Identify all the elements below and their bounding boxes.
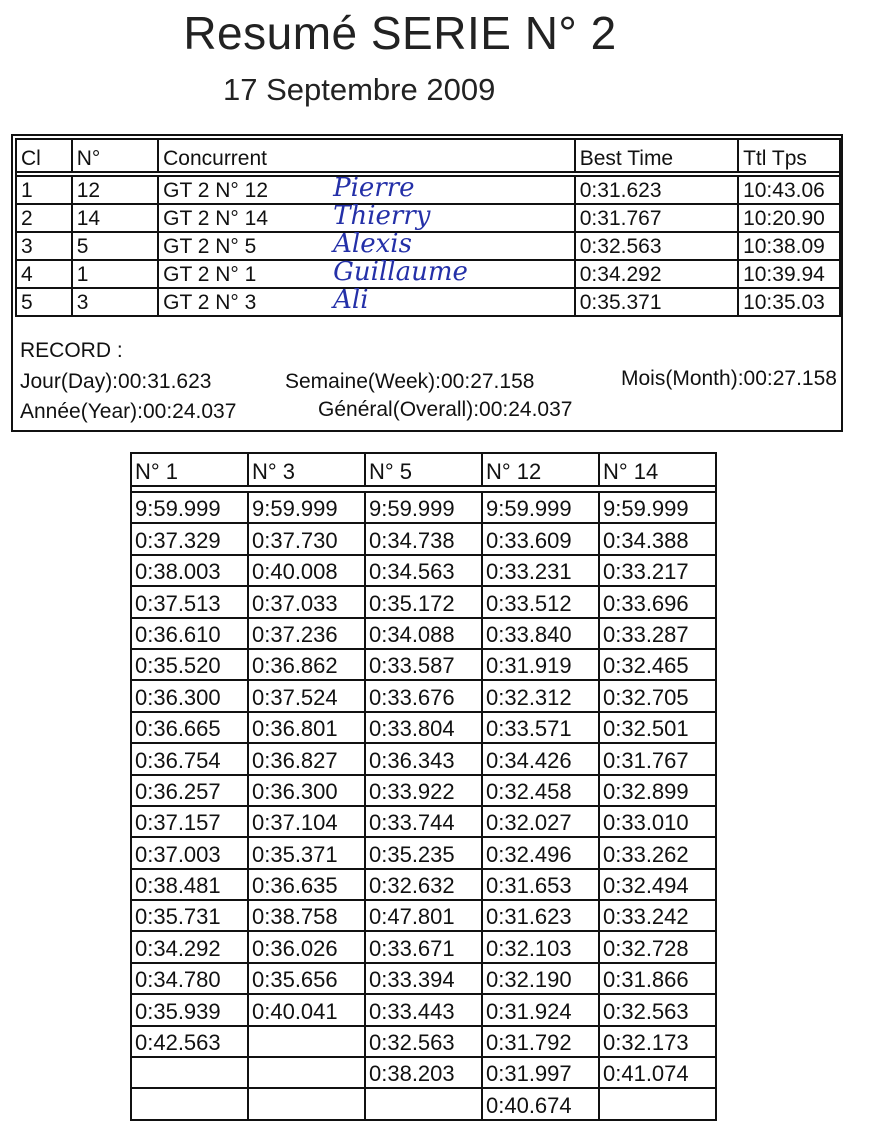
results-row	[16, 260, 840, 288]
lap-row	[131, 586, 716, 617]
total-time-cell: 10:39.94	[738, 260, 840, 288]
lap-time-cell: 0:34.292	[131, 931, 248, 962]
lap-time-cell	[599, 1088, 716, 1119]
lap-time-cell: 0:35.731	[131, 900, 248, 931]
lap-time-cell: 0:33.744	[365, 806, 482, 837]
lap-time-cell: 0:47.801	[365, 900, 482, 931]
lap-time-cell	[131, 1088, 248, 1119]
lap-time-cell: 0:36.300	[248, 775, 365, 806]
lap-row	[131, 1088, 716, 1119]
rank-cell: 4	[16, 260, 72, 288]
lap-time-cell: 0:37.104	[248, 806, 365, 837]
lap-row	[131, 837, 716, 868]
results-row	[16, 232, 840, 260]
car-number-cell: 1	[72, 260, 158, 288]
lap-time-cell: 0:31.866	[599, 963, 716, 994]
car-number-cell: 14	[72, 204, 158, 232]
lap-time-cell: 0:31.792	[482, 1026, 599, 1057]
car-number-cell: 5	[72, 232, 158, 260]
best-time-cell: 0:35.371	[575, 288, 738, 316]
lap-time-cell: 0:32.027	[482, 806, 599, 837]
lap-time-cell: 0:32.173	[599, 1026, 716, 1057]
concurrent-cell	[158, 173, 575, 204]
lap-time-cell: 0:33.571	[482, 712, 599, 743]
lap-col-header: N° 12	[482, 453, 599, 486]
lap-time-cell: 0:37.730	[248, 523, 365, 554]
lap-time-cell: 0:34.563	[365, 555, 482, 586]
rank-cell: 1	[16, 176, 72, 204]
lap-time-cell: 0:35.520	[131, 649, 248, 680]
lap-row	[131, 712, 716, 743]
lap-row	[131, 743, 716, 774]
concurrent-name: GT 2 N° 3	[163, 291, 257, 314]
lap-time-cell: 0:38.758	[248, 900, 365, 931]
lap-time-cell: 0:33.587	[365, 649, 482, 680]
lap-time-cell: 0:31.997	[482, 1057, 599, 1088]
concurrent-name: GT 2 N° 14	[163, 207, 268, 230]
lap-time-cell: 9:59.999	[365, 492, 482, 523]
lap-time-cell: 0:34.738	[365, 523, 482, 554]
lap-header-row	[131, 453, 716, 486]
lap-time-cell: 0:40.674	[482, 1088, 599, 1119]
best-time-cell: 0:31.623	[575, 176, 738, 204]
lap-row	[131, 555, 716, 586]
lap-time-cell: 0:32.728	[599, 931, 716, 962]
lap-time-cell: 0:31.924	[482, 994, 599, 1025]
lap-time-cell: 0:32.632	[365, 869, 482, 900]
col-header-concurrent: Concurrent	[158, 139, 575, 172]
rank-cell: 3	[16, 232, 72, 260]
lap-time-cell: 0:32.563	[599, 994, 716, 1025]
lap-time-cell: 0:35.235	[365, 837, 482, 868]
lap-time-cell: 0:38.203	[365, 1057, 482, 1088]
lap-time-cell: 0:32.899	[599, 775, 716, 806]
lap-time-cell: 0:36.610	[131, 618, 248, 649]
lap-time-cell: 0:36.300	[131, 680, 248, 711]
lap-time-cell: 0:37.003	[131, 837, 248, 868]
lap-time-cell: 0:33.242	[599, 900, 716, 931]
lap-time-cell: 0:40.041	[248, 994, 365, 1025]
lap-time-cell: 0:36.635	[248, 869, 365, 900]
concurrent-cell	[158, 285, 575, 316]
car-number-cell: 12	[72, 176, 158, 204]
lap-time-cell: 0:32.465	[599, 649, 716, 680]
lap-time-cell: 0:32.458	[482, 775, 599, 806]
results-header-row	[16, 139, 840, 172]
best-time-cell: 0:31.767	[575, 204, 738, 232]
lap-time-cell: 0:34.388	[599, 523, 716, 554]
total-time-cell: 10:43.06	[738, 176, 840, 204]
lap-time-cell: 0:36.026	[248, 931, 365, 962]
lap-time-cell: 0:33.010	[599, 806, 716, 837]
car-number-cell: 3	[72, 288, 158, 316]
lap-time-cell: 0:35.172	[365, 586, 482, 617]
lap-time-cell: 0:34.088	[365, 618, 482, 649]
event-date: 17 Septembre 2009	[223, 72, 496, 107]
total-time-cell: 10:20.90	[738, 204, 840, 232]
lap-time-cell: 0:37.033	[248, 586, 365, 617]
lap-time-cell: 0:35.371	[248, 837, 365, 868]
total-time-cell: 10:38.09	[738, 232, 840, 260]
lap-row	[131, 1057, 716, 1088]
lap-col-header: N° 14	[599, 453, 716, 486]
lap-time-cell	[248, 1088, 365, 1119]
concurrent-cell	[158, 229, 575, 260]
concurrent-name: GT 2 N° 1	[163, 263, 257, 286]
lap-row	[131, 775, 716, 806]
record-overall: Général(Overall):00:24.037	[318, 398, 573, 421]
lap-row	[131, 1026, 716, 1057]
lap-time-cell: 9:59.999	[599, 492, 716, 523]
lap-time-cell: 0:38.003	[131, 555, 248, 586]
lap-time-cell: 0:33.804	[365, 712, 482, 743]
handwritten-signature: Thierry	[333, 201, 431, 231]
lap-time-cell	[248, 1057, 365, 1088]
record-year: Année(Year):00:24.037	[20, 400, 237, 423]
best-time-cell: 0:32.563	[575, 232, 738, 260]
lap-time-cell: 0:32.563	[365, 1026, 482, 1057]
concurrent-cell	[158, 201, 575, 232]
record-month: Mois(Month):00:27.158	[621, 367, 837, 390]
lap-time-cell: 0:35.656	[248, 963, 365, 994]
concurrent-name: GT 2 N° 12	[163, 179, 268, 202]
lap-col-header: N° 3	[248, 453, 365, 486]
rank-cell: 5	[16, 288, 72, 316]
lap-time-cell: 0:33.394	[365, 963, 482, 994]
total-time-cell: 10:35.03	[738, 288, 840, 316]
lap-time-cell: 0:37.524	[248, 680, 365, 711]
lap-time-cell: 9:59.999	[482, 492, 599, 523]
handwritten-signature: Alexis	[333, 229, 412, 259]
page-title: Resumé SERIE N° 2	[183, 7, 617, 59]
lap-time-cell: 0:32.190	[482, 963, 599, 994]
lap-time-cell: 0:35.939	[131, 994, 248, 1025]
results-row	[16, 288, 840, 316]
concurrent-cell	[158, 257, 575, 288]
lap-time-cell: 0:37.329	[131, 523, 248, 554]
lap-time-cell: 0:32.496	[482, 837, 599, 868]
lap-time-cell: 0:32.501	[599, 712, 716, 743]
lap-time-cell: 0:32.494	[599, 869, 716, 900]
lap-time-cell: 0:37.513	[131, 586, 248, 617]
lap-time-cell: 9:59.999	[131, 492, 248, 523]
lap-row	[131, 869, 716, 900]
lap-time-cell: 0:37.157	[131, 806, 248, 837]
lap-col-header: N° 1	[131, 453, 248, 486]
lap-row	[131, 618, 716, 649]
lap-row	[131, 900, 716, 931]
lap-time-cell: 0:33.671	[365, 931, 482, 962]
concurrent-name: GT 2 N° 5	[163, 235, 257, 258]
lap-time-cell: 0:36.257	[131, 775, 248, 806]
record-week: Semaine(Week):00:27.158	[285, 370, 535, 393]
col-header-best-time: Best Time	[575, 139, 738, 172]
results-row	[16, 176, 840, 204]
lap-time-cell: 0:37.236	[248, 618, 365, 649]
lap-time-cell	[248, 1026, 365, 1057]
lap-time-cell: 0:38.481	[131, 869, 248, 900]
lap-time-cell: 0:34.780	[131, 963, 248, 994]
lap-row	[131, 994, 716, 1025]
lap-row	[131, 492, 716, 523]
col-header-cl: Cl	[16, 139, 72, 172]
lap-time-cell: 0:31.767	[599, 743, 716, 774]
lap-time-cell: 0:31.653	[482, 869, 599, 900]
lap-row	[131, 649, 716, 680]
lap-time-cell: 0:33.443	[365, 994, 482, 1025]
lap-row	[131, 963, 716, 994]
lap-time-cell: 0:31.623	[482, 900, 599, 931]
lap-time-cell: 0:34.426	[482, 743, 599, 774]
lap-time-cell: 0:33.840	[482, 618, 599, 649]
lap-time-cell: 0:33.231	[482, 555, 599, 586]
lap-time-cell: 0:32.312	[482, 680, 599, 711]
rank-cell: 2	[16, 204, 72, 232]
col-header-total-time: Ttl Tps	[738, 139, 840, 172]
lap-time-cell: 0:36.665	[131, 712, 248, 743]
results-panel	[11, 134, 843, 432]
lap-time-cell: 0:36.754	[131, 743, 248, 774]
lap-row	[131, 523, 716, 554]
lap-time-cell: 0:32.103	[482, 931, 599, 962]
record-label: RECORD :	[20, 339, 123, 362]
lap-time-cell: 0:42.563	[131, 1026, 248, 1057]
handwritten-signature: Guillaume	[333, 257, 468, 287]
lap-time-cell: 0:36.343	[365, 743, 482, 774]
lap-time-cell: 0:33.609	[482, 523, 599, 554]
lap-time-cell: 0:36.801	[248, 712, 365, 743]
lap-time-cell: 0:32.705	[599, 680, 716, 711]
lap-times-table	[130, 452, 717, 1121]
lap-time-cell: 0:36.862	[248, 649, 365, 680]
lap-time-cell: 0:36.827	[248, 743, 365, 774]
lap-time-cell: 0:41.074	[599, 1057, 716, 1088]
lap-row	[131, 680, 716, 711]
lap-time-cell: 9:59.999	[248, 492, 365, 523]
lap-time-cell: 0:33.922	[365, 775, 482, 806]
lap-time-cell: 0:33.287	[599, 618, 716, 649]
lap-time-cell: 0:33.262	[599, 837, 716, 868]
results-row	[16, 204, 840, 232]
lap-col-header: N° 5	[365, 453, 482, 486]
lap-time-cell	[131, 1057, 248, 1088]
lap-time-cell	[365, 1088, 482, 1119]
lap-time-cell: 0:33.217	[599, 555, 716, 586]
best-time-cell: 0:34.292	[575, 260, 738, 288]
handwritten-signature: Pierre	[333, 173, 415, 203]
lap-row	[131, 806, 716, 837]
results-table	[15, 138, 841, 317]
lap-time-cell: 0:33.696	[599, 586, 716, 617]
lap-time-cell: 0:33.512	[482, 586, 599, 617]
handwritten-signature: Ali	[333, 285, 369, 315]
record-day: Jour(Day):00:31.623	[20, 370, 212, 393]
lap-time-cell: 0:31.919	[482, 649, 599, 680]
lap-time-cell: 0:33.676	[365, 680, 482, 711]
col-header-number: N°	[72, 139, 158, 172]
lap-row	[131, 931, 716, 962]
lap-time-cell: 0:40.008	[248, 555, 365, 586]
